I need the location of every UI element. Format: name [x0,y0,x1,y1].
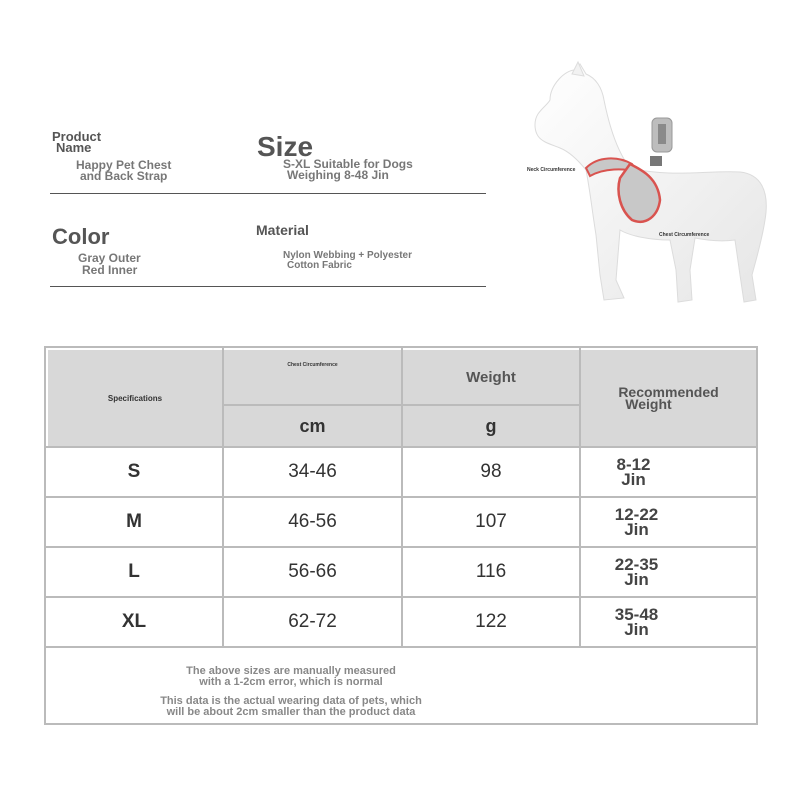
weight-header: Weight [466,368,516,386]
dog-mannequin-image [520,60,780,320]
note-1a: The above sizes are manually measured [186,665,396,677]
table-row-m-weight [403,498,579,546]
product-name-value-1: Happy Pet Chest [76,158,172,172]
header-g-cell [403,406,579,446]
size-m: M [126,511,142,532]
note-2b: will be about 2cm smaller than the product data [166,706,416,718]
recommended-weight-header-2: Weight [625,396,672,412]
size-value-1: S-XL Suitable for Dogs [283,157,413,171]
material-value-1: Nylon Webbing + Polyester [283,250,413,261]
color-value-1: Gray Outer [78,251,141,265]
size-table [44,346,758,725]
table-row-xl-size [46,598,222,646]
table-row-s-size [46,448,222,496]
weight-s: 98 [480,461,502,482]
rec-xl-2: Jin [624,620,649,639]
table-notes [46,666,536,718]
chest-circumference-header: Chest Circumference [287,362,338,368]
header-chest-cell [224,350,401,404]
header-cm-cell [224,406,401,446]
rec-s-2: Jin [621,470,646,489]
header-specifications-cell [48,350,222,446]
chest-m: 46-56 [288,511,337,532]
size-label: Size [257,131,314,162]
material-label: Material [256,222,309,238]
rec-m-2: Jin [624,520,649,539]
neck-circumference-label: Neck Circumference [527,167,576,173]
header-weight-cell [403,350,579,404]
table-row-m-size [46,498,222,546]
rec-l-1: 22-35 [614,555,659,574]
grid-hline-4 [46,646,756,648]
material-value-2: Cotton Fabric [287,260,352,271]
rec-xl-1: 35-48 [614,605,659,624]
size-xl: XL [121,611,147,632]
table-row-xl-rec [581,598,756,646]
chest-xl: 62-72 [288,611,337,632]
chest-s: 34-46 [288,461,337,482]
weight-m: 107 [475,511,507,532]
chest-l: 56-66 [288,561,337,582]
table-row-s-chest [224,448,401,496]
table-row-l-size [46,548,222,596]
grid-hline-sub [222,404,581,406]
note-1b: with a 1-2cm error, which is normal [199,676,383,688]
table-row-xl-weight [403,598,579,646]
info-divider-2 [50,286,486,287]
product-name-label-1: Product [52,129,102,144]
info-divider-1 [50,193,486,194]
table-row-xl-chest [224,598,401,646]
size-l: L [128,561,140,582]
color-label: Color [52,224,110,249]
weight-xl: 122 [475,611,507,632]
size-s: S [127,461,141,482]
product-name-label-2: Name [56,140,92,155]
weight-l: 116 [475,561,507,582]
table-row-l-rec [581,548,756,596]
specifications-header: Specifications [107,393,163,403]
table-row-s-weight [403,448,579,496]
dog-illustration [520,60,780,320]
cm-unit-header: cm [299,415,326,436]
rec-s-1: 8-12 [616,455,651,474]
table-row-l-weight [403,548,579,596]
product-name-value-2: and Back Strap [80,169,168,183]
note-2a: This data is the actual wearing data of pets, which [160,695,422,707]
size-value-2: Weighing 8-48 Jin [287,168,389,182]
header-recommended-cell [581,350,756,446]
table-row-m-rec [581,498,756,546]
color-value-2: Red Inner [82,263,138,277]
recommended-weight-header-1: Recommended [618,384,719,400]
rec-l-2: Jin [624,570,649,589]
g-unit-header: g [485,415,497,436]
table-row-s-rec [581,448,756,496]
chest-circumference-label: Chest Circumference [659,232,710,238]
table-row-m-chest [224,498,401,546]
table-row-l-chest [224,548,401,596]
rec-m-1: 12-22 [614,505,659,524]
